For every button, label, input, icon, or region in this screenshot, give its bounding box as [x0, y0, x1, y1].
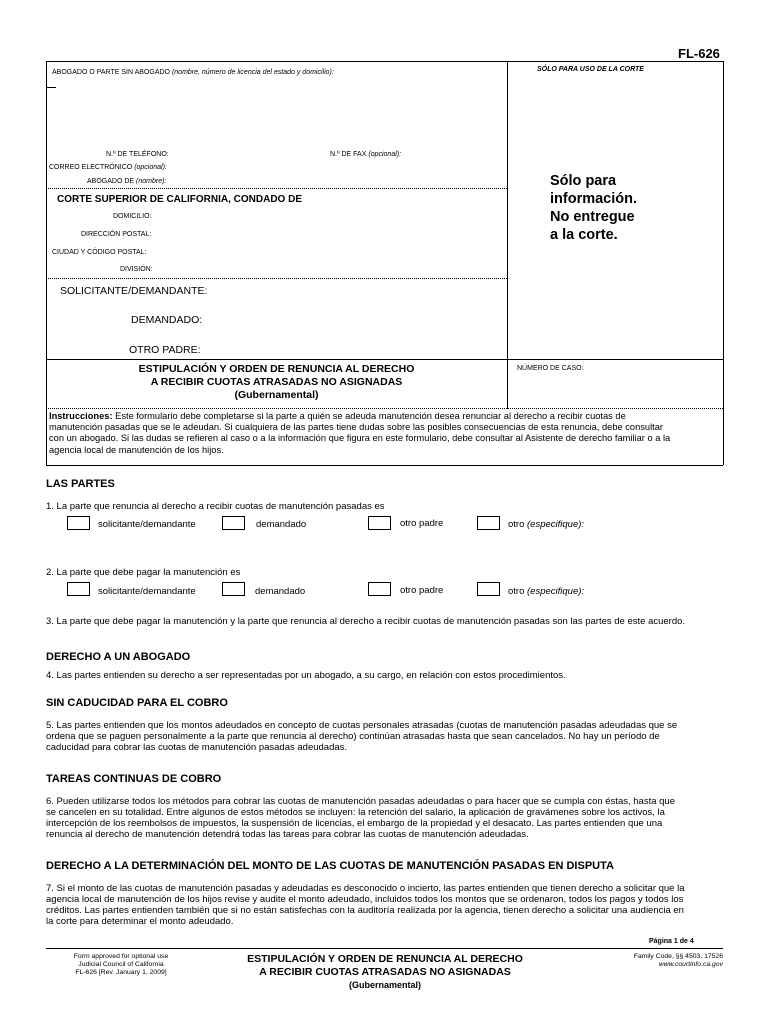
info-only-line: Sólo para: [550, 173, 617, 189]
form-title-line1: ESTIPULACIÓN Y ORDEN DE RENUNCIA AL DERECHO: [138, 363, 415, 375]
instructions-top-line: [46, 408, 723, 409]
item2-other-note: (especifique):: [527, 586, 585, 597]
instructions: [49, 411, 721, 456]
page-number: Página 1 de 4: [649, 938, 694, 945]
instructions-line: Este formulario debe completarse si la parte a quién se adeuda manutención desea renunciar al derecho a recibir cuotas de: [115, 411, 626, 421]
item1-respondent-checkbox[interactable]: [222, 516, 245, 530]
case-number-label: NÚMERO DE CASO:: [517, 365, 584, 372]
item1-text: 1. La parte que renuncia al derecho a recibir cuotas de manutención pasadas es: [46, 501, 385, 512]
item7-line: 7. Si el monto de las cuotas de manutención pasadas y adeudadas es desconocido o incierto, las partes entienden que tienen derecho a solicitar que la: [46, 883, 685, 894]
item7-line: créditos. Las partes entienden también que si no están satisfechas con la auditoría realizada por la agencia, tienen derecho a solicitar una audiencia en: [46, 905, 684, 916]
ongoing-heading: TAREAS CONTINUAS DE COBRO: [46, 773, 222, 785]
item5-text: [46, 720, 722, 753]
attorney-for-label: [87, 178, 166, 185]
phone-label: N.º DE TELÉFONO:: [106, 151, 169, 158]
footer-approved: [46, 953, 196, 977]
info-only-notice: [550, 172, 637, 244]
no-expiration-heading: SIN CADUCIDAD PARA EL COBRO: [46, 697, 228, 709]
other-parent-caption: OTRO PADRE:: [129, 344, 201, 356]
item2-text: 2. La parte que debe pagar la manutención es: [46, 567, 241, 578]
item2-respondent-checkbox[interactable]: [222, 582, 245, 596]
footer-line: [46, 948, 723, 949]
title-top-line: [46, 359, 723, 360]
item6-line: 6. Pueden utilizarse todos los métodos para cobrar las cuotas de manutención pasadas adeudadas o para hacer que se cumpla con éstas, hasta que: [46, 796, 675, 807]
dispute-heading: DERECHO A LA DETERMINACIÓN DEL MONTO DE LAS CUOTAS DE MANUTENCIÓN PASADAS EN DISPUTA: [46, 860, 614, 872]
form-title-line2: A RECIBIR CUOTAS ATRASADAS NO ASIGNADAS: [150, 376, 403, 388]
instructions-label: Instrucciones:: [49, 411, 113, 421]
street-label: DOMICILIO:: [113, 213, 152, 220]
instructions-line: con un abogado. Si las dudas se refieren al caso o a la información que figura en este formulario, debe consultar al Asistente de derecho familiar o a la: [49, 433, 671, 444]
email-label-text: CORREO ELECTRÓNICO: [49, 164, 133, 171]
item1-other-label: [508, 519, 584, 530]
form-title-line3: (Gubernamental): [234, 389, 319, 401]
attorney-heading: DERECHO A UN ABOGADO: [46, 651, 191, 663]
email-label-note: (opcional):: [134, 164, 167, 171]
attorney-label-text: ABOGADO O PARTE SIN ABOGADO: [52, 69, 170, 76]
header-top-line: [46, 61, 723, 62]
item5-line: ordena que se paguen personalmente a la parte que renuncia al derecho) continúan atrasadas hasta que sean cancelados. No hay un período de: [46, 731, 660, 742]
item1-petitioner-label: solicitante/demandante: [98, 519, 196, 530]
fax-label-note: (opcional):: [368, 151, 402, 158]
info-only-line: No entregue: [550, 209, 635, 225]
item7-line: la corte para determinar el monto adeudado.: [46, 916, 234, 927]
item6-line: intercepción de los reembolsos de impuestos, la suspensión de licencias, el embargo de la propiedad y el desacato. Las partes entienden que una: [46, 818, 663, 829]
court-use-label: SÓLO PARA USO DE LA CORTE: [537, 66, 644, 73]
court-title: CORTE SUPERIOR DE CALIFORNIA, CONDADO DE: [57, 194, 303, 205]
item5-line: 5. Las partes entienden que los montos adeudados en concepto de cuotas personales atrasadas (cuotas de manutención pasadas adeudadas que se: [46, 720, 678, 731]
item5-line: caducidad para cobrar las cuotas de manutención pasadas adeudadas.: [46, 742, 348, 753]
item2-other-label: [508, 586, 584, 597]
item1-other-parent-checkbox[interactable]: [368, 516, 391, 530]
item1-other-text: otro: [508, 519, 525, 530]
item3-text: 3. La parte que debe pagar la manutención y la parte que renuncia al derecho a recibir cuotas de manutención pasadas son las partes de este acuerdo.: [46, 616, 686, 627]
footer-code: [580, 953, 723, 969]
fax-label-text: N.º DE FAX: [330, 151, 367, 158]
footer-title-line3: (Gubernamental): [348, 980, 421, 990]
item2-other-parent-label: otro padre: [400, 585, 444, 596]
item2-other-parent-checkbox[interactable]: [368, 582, 391, 596]
attorney-label: [52, 69, 334, 76]
respondent-caption: DEMANDADO:: [131, 314, 203, 326]
footer-title-line1: ESTIPULACIÓN Y ORDEN DE RENUNCIA AL DERECHO: [247, 953, 523, 965]
footer-title-line2: A RECIBIR CUOTAS ATRASADAS NO ASIGNADAS: [259, 966, 511, 978]
footer-approved-line: Judicial Council of California: [78, 961, 164, 968]
header-left-line: [46, 61, 47, 409]
branch-label: DIVISIÓN:: [120, 266, 153, 273]
instructions-line: manutención pasadas que se le adeudan. Si cualquiera de las partes tiene dudas sobre las posibles consecuencias de esta renuncia, debe consultar: [49, 422, 664, 433]
instructions-left-line: [46, 408, 47, 465]
item2-other-text: otro: [508, 586, 525, 597]
footer-title: [200, 953, 570, 992]
item6-line: renuncia al derecho de manutención detendrá todas las tareas para cobrar las cuotas de manutención adeudadas.: [46, 829, 529, 840]
footer-approved-line: Form approved for optional use: [73, 953, 169, 960]
form-title: [46, 363, 507, 402]
item1-other-note: (especifique):: [527, 519, 585, 530]
info-only-line: información.: [550, 191, 638, 207]
footer-approved-line: FL-626 [Rev. January 1, 2009]: [75, 969, 167, 976]
attorney-tick: [46, 87, 56, 88]
caption-divider: [46, 278, 507, 279]
form-number: FL-626: [678, 46, 720, 61]
court-divider: [46, 188, 507, 189]
instructions-bottom-line: [46, 465, 723, 466]
item1-respondent-label: demandado: [256, 519, 307, 530]
header-right-line: [723, 61, 724, 465]
attorney-for-label-note: (nombre):: [136, 178, 167, 185]
item1-other-checkbox[interactable]: [477, 516, 500, 530]
fax-label: [330, 151, 401, 158]
header-divider: [507, 61, 508, 409]
item2-petitioner-checkbox[interactable]: [67, 582, 90, 596]
email-label: [49, 164, 167, 171]
city-zip-label: CIUDAD Y CÓDIGO POSTAL:: [52, 249, 147, 256]
item6-line: se cancelen en su totalidad. Entre algunos de estos métodos se incluyen: la retención del salario, la aplicación de gravámenes sobre los activos, la: [46, 807, 665, 818]
mailing-label: DIRECCIÓN POSTAL:: [81, 231, 152, 238]
petitioner-caption: SOLICITANTE/DEMANDANTE:: [60, 285, 208, 297]
item2-petitioner-label: solicitante/demandante: [98, 586, 196, 597]
attorney-label-note: (nombre, número de licencia del estado y domicilio):: [171, 69, 334, 76]
item7-line: agencia local de manutención de los hijos revise y audite el monto adeudado, incluidos todos los montos que se ordenaron, todos los pagos y todos los: [46, 894, 684, 905]
attorney-for-label-text: ABOGADO DE: [87, 178, 135, 185]
parties-heading: LAS PARTES: [46, 478, 115, 490]
item4-text: 4. Las partes entienden su derecho a ser representadas por un abogado, a su cargo, en relación con estos procedimientos.: [46, 670, 566, 681]
footer-code-text: Family Code, §§ 4503, 17526: [633, 953, 723, 960]
instructions-line: agencia local de manutención de los hijos.: [49, 444, 224, 455]
item2-respondent-label: demandado: [255, 586, 306, 597]
info-only-line: a la corte.: [550, 227, 618, 243]
footer-website[interactable]: www.courtinfo.ca.gov: [658, 961, 723, 968]
item2-other-checkbox[interactable]: [477, 582, 500, 596]
item7-text: [46, 883, 722, 927]
item1-other-parent-label: otro padre: [400, 518, 444, 529]
item1-petitioner-checkbox[interactable]: [67, 516, 90, 530]
item6-text: [46, 796, 722, 840]
